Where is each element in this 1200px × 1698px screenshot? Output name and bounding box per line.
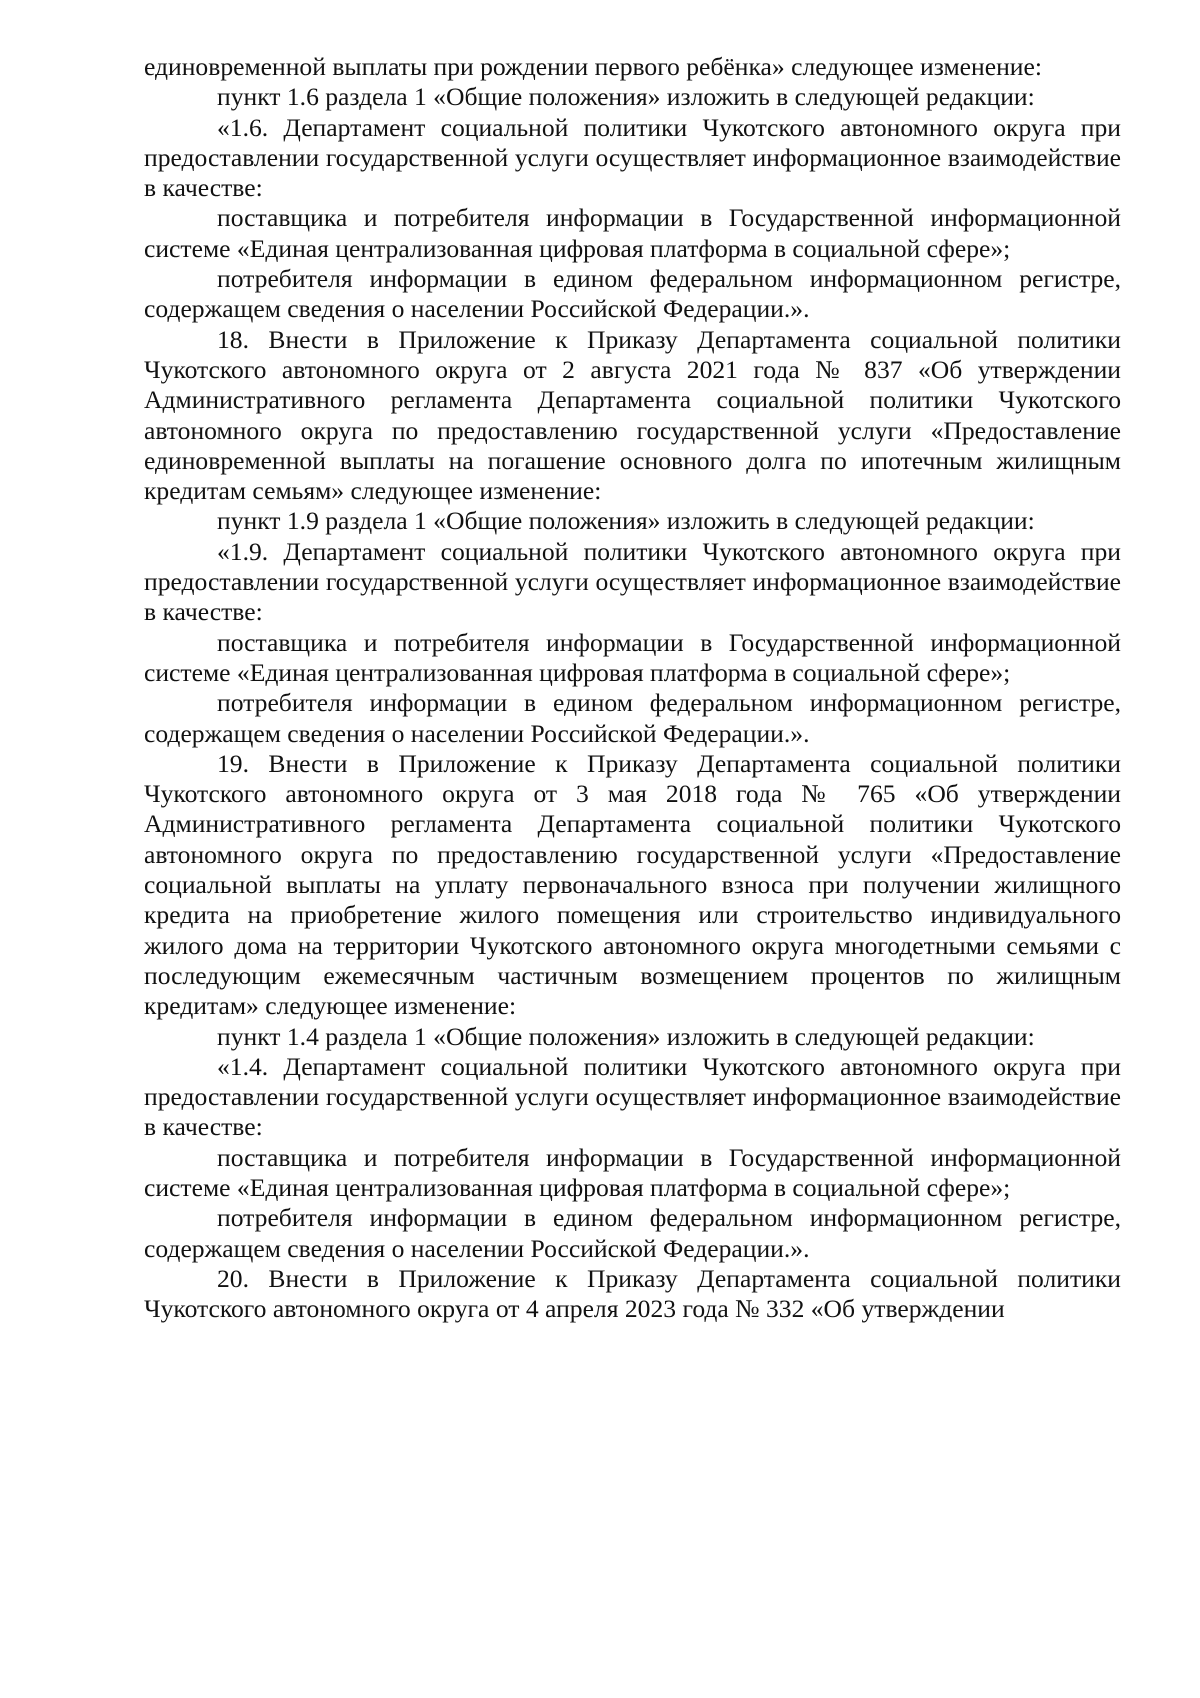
- document-page: [144, 52, 1121, 1324]
- paragraph-consumer-register: потребителя информации в едином федеральном информационном регистре, содержащем сведения о населении Российской Федерации.».: [144, 688, 1121, 748]
- paragraph-clause-1-6: «1.6. Департамент социальной политики Чукотского автономного округа при предоставлении государственной услуги осуществляет информационное взаимодействие в качестве:: [144, 112, 1121, 203]
- paragraph-item-18: 18. Внести в Приложение к Приказу Департамента социальной политики Чукотского автономного округа от 2 августа 2021 года № 837 «Об утверждении Административного регламента Департамента социальной политики Чукотского автономного округа по предоставлению государственной услуги «Предоставление единовременной выплаты на погашение основного долга по ипотечным жилищным кредитам семьям» следующее изменение:: [144, 324, 1121, 506]
- paragraph-continuation: единовременной выплаты при рождении первого ребёнка» следующее изменение:: [144, 52, 1042, 81]
- paragraph-clause-1-9: «1.9. Департамент социальной политики Чукотского автономного округа при предоставлении государственной услуги осуществляет информационное взаимодействие в качестве:: [144, 536, 1121, 627]
- paragraph-item-20: 20. Внести в Приложение к Приказу Департамента социальной политики Чукотского автономного округа от 4 апреля 2023 года № 332 «Об утверждении: [144, 1263, 1121, 1324]
- paragraph-consumer-register: потребителя информации в едином федеральном информационном регистре, содержащем сведения о населении Российской Федерации.».: [144, 1203, 1121, 1263]
- paragraph-amendment-intro: пункт 1.4 раздела 1 «Общие положения» изложить в следующей редакции:: [217, 1021, 1035, 1051]
- paragraph-consumer-register: потребителя информации в едином федеральном информационном регистре, содержащем сведения о населении Российской Федерации.».: [144, 264, 1121, 324]
- paragraph-clause-1-4: «1.4. Департамент социальной политики Чукотского автономного округа при предоставлении государственной услуги осуществляет информационное взаимодействие в качестве:: [144, 1051, 1121, 1142]
- paragraph-amendment-intro: пункт 1.9 раздела 1 «Общие положения» изложить в следующей редакции:: [217, 506, 1035, 536]
- paragraph-amendment-intro: пункт 1.6 раздела 1 «Общие положения» изложить в следующей редакции:: [217, 82, 1035, 112]
- paragraph-supplier-consumer: поставщика и потребителя информации в Государственной информационной системе «Единая централизованная цифровая платформа в социальной сфере»;: [144, 1142, 1121, 1202]
- paragraph-supplier-consumer: поставщика и потребителя информации в Государственной информационной системе «Единая централизованная цифровая платформа в социальной сфере»;: [144, 627, 1121, 687]
- paragraph-supplier-consumer: поставщика и потребителя информации в Государственной информационной системе «Единая централизованная цифровая платформа в социальной сфере»;: [144, 203, 1121, 263]
- paragraph-item-19: 19. Внести в Приложение к Приказу Департамента социальной политики Чукотского автономного округа от 3 мая 2018 года № 765 «Об утверждении Административного регламента Департамента социальной политики Чукотского автономного округа по предоставлению государственной услуги «Предоставление социальной выплаты на уплату первоначального взноса при получении жилищного кредита на приобретение жилого помещения или строительство индивидуального жилого дома на территории Чукотского автономного округа многодетными семьями с последующим ежемесячным частичным возмещением процентов по жилищным кредитам» следующее изменение:: [144, 748, 1121, 1021]
